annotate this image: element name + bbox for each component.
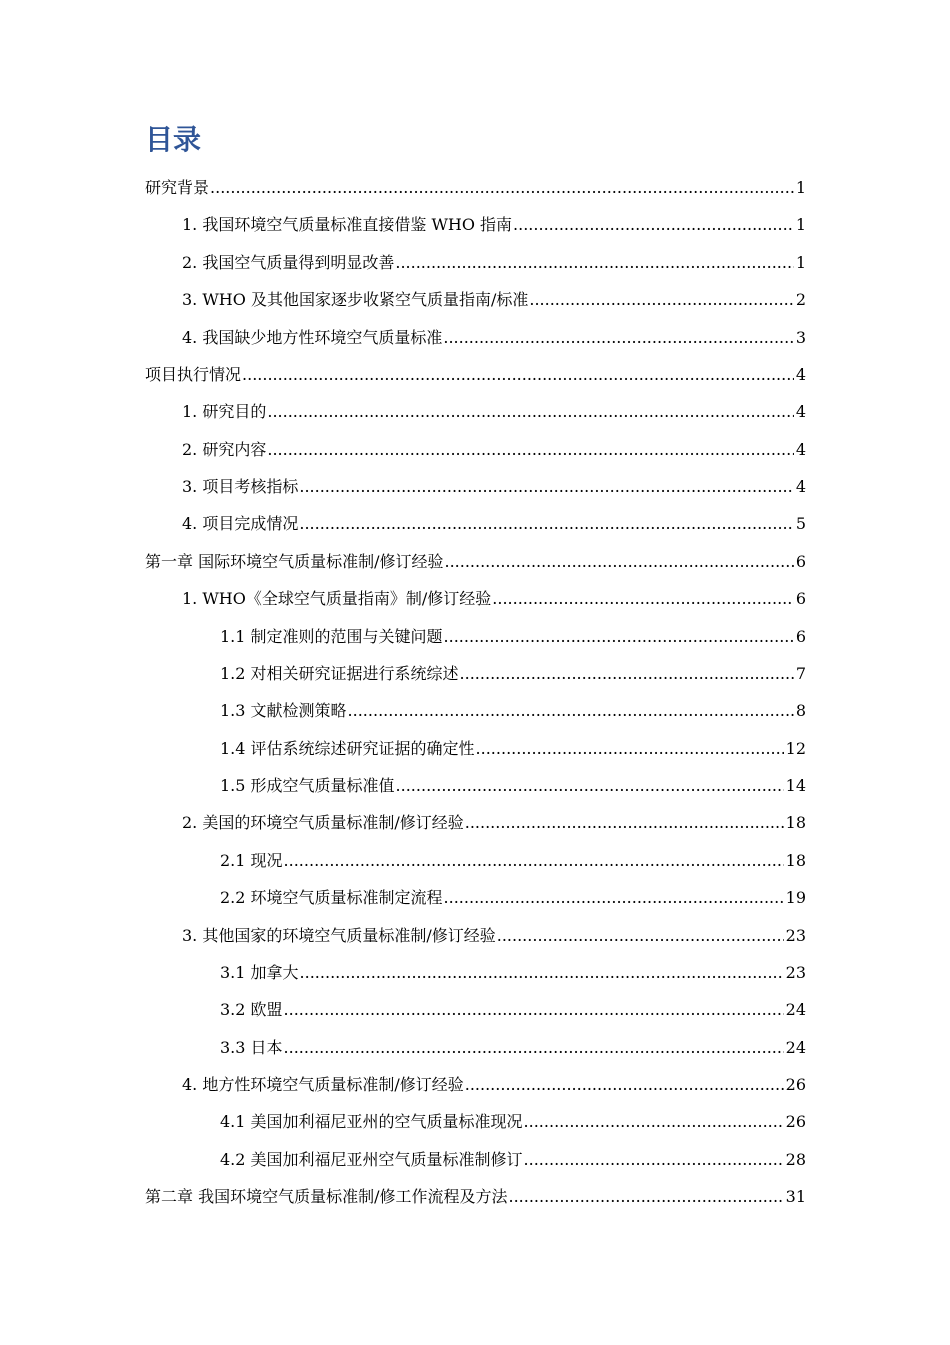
toc-page-number: 8	[795, 701, 806, 720]
toc-dot-leader	[242, 365, 794, 385]
toc-entry[interactable]	[220, 845, 806, 871]
toc-entry[interactable]	[145, 1181, 806, 1207]
toc-page-number: 4	[795, 440, 806, 459]
toc-entry-text: 1.5 形成空气质量标准值	[220, 776, 395, 795]
toc-dot-leader	[284, 1000, 784, 1020]
toc-title: 目录	[145, 123, 202, 156]
toc-dot-leader	[465, 813, 784, 833]
toc-page-number: 24	[785, 1038, 806, 1057]
toc-entry[interactable]	[182, 471, 806, 497]
toc-dot-leader	[508, 1187, 783, 1207]
toc-entry[interactable]	[182, 434, 806, 460]
toc-entry-text: 研究背景	[145, 178, 210, 197]
toc-entry-text: 2. 研究内容	[182, 440, 267, 459]
toc-dot-leader	[513, 215, 794, 235]
toc-page-number: 6	[795, 552, 806, 571]
toc-page-number: 18	[785, 851, 806, 870]
toc-entry-text: 3.3 日本	[220, 1038, 283, 1057]
toc-entry-text: 2.1 现况	[220, 851, 283, 870]
toc-entry-text: 1.2 对相关研究证据进行系统综述	[220, 664, 459, 683]
toc-entry[interactable]	[220, 1032, 806, 1058]
toc-page-number: 6	[795, 589, 806, 608]
toc-entry[interactable]	[220, 1144, 806, 1170]
toc-entry[interactable]	[220, 994, 806, 1020]
toc-page-number: 19	[785, 888, 806, 907]
toc-entry[interactable]	[182, 920, 806, 946]
toc-dot-leader	[460, 664, 794, 684]
toc-entry[interactable]	[220, 957, 806, 983]
toc-entry-text: 2. 美国的环境空气质量标准制/修订经验	[182, 813, 464, 832]
toc-dot-leader	[396, 776, 784, 796]
toc-entry[interactable]	[182, 508, 806, 534]
toc-dot-leader	[444, 552, 793, 572]
toc-entry-text: 1.3 文献检测策略	[220, 701, 347, 720]
toc-page-number: 31	[785, 1187, 806, 1206]
toc-entry-text: 3. 其他国家的环境空气质量标准制/修订经验	[182, 926, 496, 945]
toc-dot-leader	[524, 1112, 784, 1132]
toc-page-number: 5	[795, 514, 806, 533]
toc-entry[interactable]	[145, 172, 806, 198]
toc-entry-text: 2. 我国空气质量得到明显改善	[182, 253, 395, 272]
toc-dot-leader	[444, 888, 784, 908]
toc-entry[interactable]	[182, 396, 806, 422]
toc-entry[interactable]	[220, 658, 806, 684]
toc-entry-text: 3. WHO 及其他国家逐步收紧空气质量指南/标准	[182, 290, 529, 309]
toc-entry[interactable]	[220, 695, 806, 721]
toc-page-number: 1	[795, 178, 806, 197]
toc-entry-text: 1.4 评估系统综述研究证据的确定性	[220, 739, 475, 758]
toc-page-number: 14	[785, 776, 806, 795]
toc-entry-text: 4. 我国缺少地方性环境空气质量标准	[182, 328, 443, 347]
toc-entry[interactable]	[182, 583, 806, 609]
toc-entry[interactable]	[220, 770, 806, 796]
toc-dot-leader	[267, 402, 793, 422]
toc-dot-leader	[529, 290, 793, 310]
toc-page-number: 1	[795, 253, 806, 272]
toc-entry[interactable]	[220, 733, 806, 759]
toc-entry[interactable]	[182, 807, 806, 833]
toc-dot-leader	[444, 627, 794, 647]
toc-entry[interactable]	[220, 882, 806, 908]
toc-dot-leader	[492, 589, 794, 609]
toc-page-number: 7	[795, 664, 806, 683]
toc-entry-text: 项目执行情况	[145, 365, 242, 384]
toc-entry-text: 1. 我国环境空气质量标准直接借鉴 WHO 指南	[182, 215, 513, 234]
toc-page-number: 26	[785, 1075, 806, 1094]
toc-entry-text: 2.2 环境空气质量标准制定流程	[220, 888, 443, 907]
toc-entry[interactable]	[145, 546, 806, 572]
toc-dot-leader	[210, 178, 794, 198]
toc-page-number: 4	[795, 477, 806, 496]
toc-dot-leader	[524, 1150, 784, 1170]
toc-dot-leader	[299, 514, 793, 534]
toc-dot-leader	[267, 440, 793, 460]
toc-entry[interactable]	[182, 247, 806, 273]
toc-entry-text: 1.1 制定准则的范围与关键问题	[220, 627, 443, 646]
toc-page-number: 2	[795, 290, 806, 309]
toc-dot-leader	[395, 253, 793, 273]
toc-entry[interactable]	[182, 1069, 806, 1095]
toc-entry[interactable]	[145, 359, 806, 385]
toc-dot-leader	[284, 851, 784, 871]
toc-page-number: 18	[785, 813, 806, 832]
toc-page-number: 6	[795, 627, 806, 646]
toc-entry-text: 第一章 国际环境空气质量标准制/修订经验	[145, 552, 444, 571]
toc-page-number: 23	[785, 963, 806, 982]
toc-entry[interactable]	[220, 1106, 806, 1132]
toc-dot-leader	[348, 701, 794, 721]
toc-entry[interactable]	[182, 284, 806, 310]
toc-entry-text: 3. 项目考核指标	[182, 477, 299, 496]
toc-dot-leader	[497, 926, 784, 946]
toc-entry[interactable]	[182, 209, 806, 235]
toc-page-number: 4	[795, 365, 806, 384]
toc-page-number: 26	[785, 1112, 806, 1131]
toc-page-number: 28	[785, 1150, 806, 1169]
toc-page-number: 12	[785, 739, 806, 758]
toc-entry-text: 1. WHO《全球空气质量指南》制/修订经验	[182, 589, 492, 608]
toc-page-number: 4	[795, 402, 806, 421]
toc-page-number: 3	[795, 328, 806, 347]
toc-page-number: 23	[785, 926, 806, 945]
toc-entry-text: 4.1 美国加利福尼亚州的空气质量标准现况	[220, 1112, 523, 1131]
toc-page-number: 24	[785, 1000, 806, 1019]
toc-entry-text: 3.2 欧盟	[220, 1000, 283, 1019]
toc-page-number: 1	[795, 215, 806, 234]
toc-entry-text: 第二章 我国环境空气质量标准制/修工作流程及方法	[145, 1187, 508, 1206]
toc-dot-leader	[300, 963, 784, 983]
toc-entry-text: 4.2 美国加利福尼亚州空气质量标准制修订	[220, 1150, 523, 1169]
toc-dot-leader	[476, 739, 784, 759]
toc-dot-leader	[465, 1075, 784, 1095]
toc-dot-leader	[284, 1038, 784, 1058]
toc-entry-text: 4. 项目完成情况	[182, 514, 299, 533]
toc-dot-leader	[443, 328, 793, 348]
toc-entry-text: 4. 地方性环境空气质量标准制/修订经验	[182, 1075, 464, 1094]
toc-dot-leader	[299, 477, 793, 497]
toc-entry-text: 1. 研究目的	[182, 402, 267, 421]
toc-entry[interactable]	[182, 322, 806, 348]
toc-entry-text: 3.1 加拿大	[220, 963, 299, 982]
toc-entry[interactable]	[220, 621, 806, 647]
